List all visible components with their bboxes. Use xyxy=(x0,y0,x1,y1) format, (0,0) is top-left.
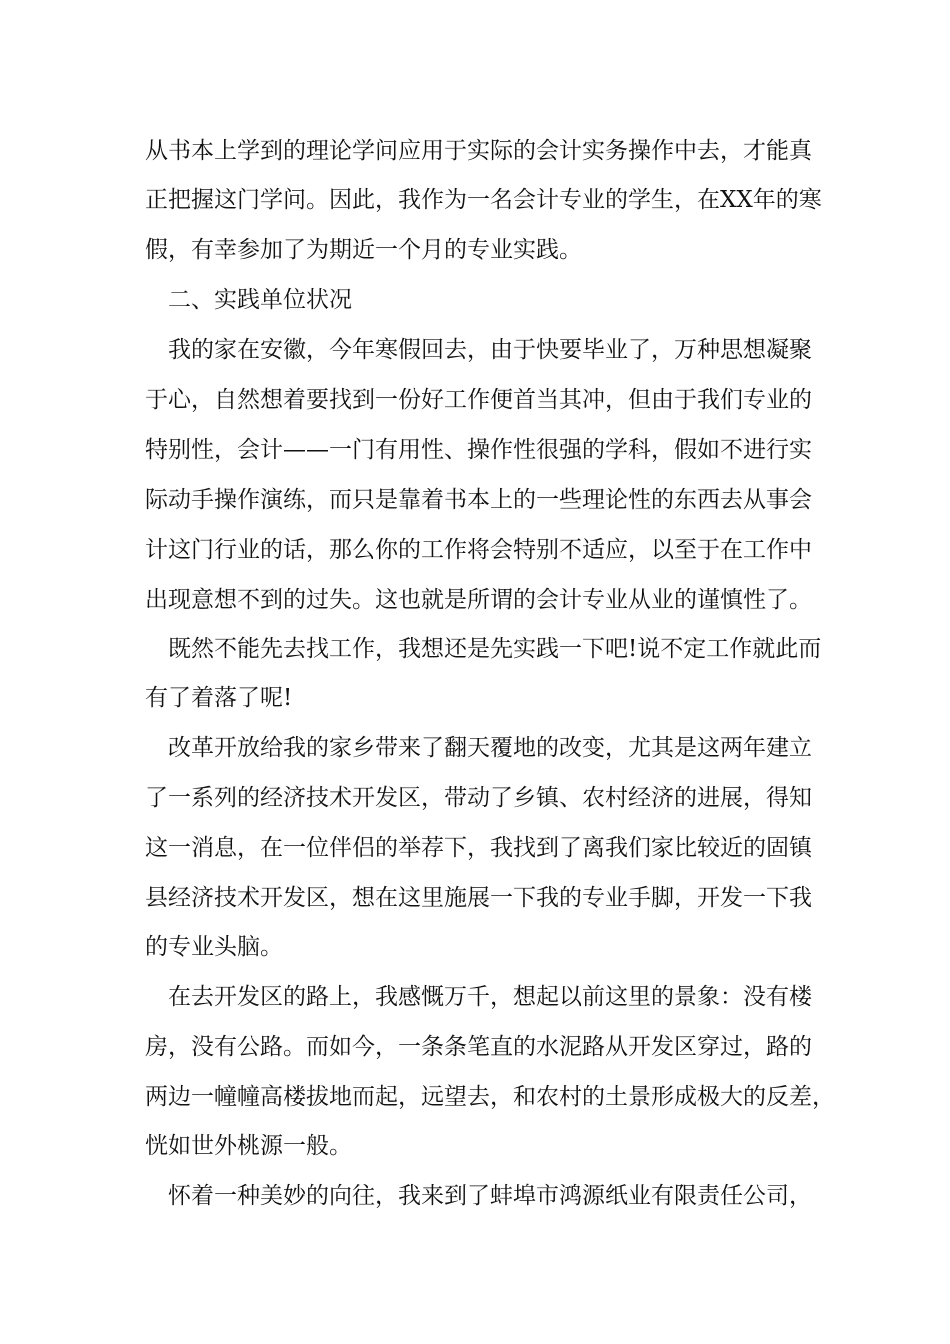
text-line: 从书本上学到的理论学问应用于实际的会计实务操作中去，才能真 xyxy=(145,138,812,164)
text-line: 正把握这门学问。因此，我作为一名会计专业的学生，在XX年的寒 xyxy=(145,187,822,213)
text-line: 恍如世外桃源一般。 xyxy=(145,1133,352,1159)
text-line: 的专业头脑。 xyxy=(145,934,283,960)
text-line: 假，有幸参加了为期近一个月的专业实践。 xyxy=(145,237,582,263)
section-heading: 二、实践单位状况 xyxy=(168,287,352,313)
text-line: 我的家在安徽，今年寒假回去，由于快要毕业了，万种思想凝聚 xyxy=(168,337,812,363)
text-line: 了一系列的经济技术开发区，带动了乡镇、农村经济的进展，得知 xyxy=(145,785,812,811)
text-line: 计这门行业的话，那么你的工作将会特别不适应，以至于在工作中 xyxy=(145,537,812,563)
text-line: 既然不能先去找工作，我想还是先实践一下吧!说不定工作就此而 xyxy=(168,636,822,662)
text-line: 县经济技术开发区，想在这里施展一下我的专业手脚，开发一下我 xyxy=(145,885,812,911)
text-line: 两边一幢幢高楼拔地而起，远望去，和农村的土景形成极大的反差， xyxy=(145,1084,835,1110)
text-line: 在去开发区的路上，我感慨万千，想起以前这里的景象：没有楼 xyxy=(168,984,812,1010)
text-line: 这一消息，在一位伴侣的举荐下，我找到了离我们家比较近的固镇 xyxy=(145,835,812,861)
text-line: 际动手操作演练，而只是靠着书本上的一些理论性的东西去从事会 xyxy=(145,487,812,513)
text-line: 怀着一种美妙的向往，我来到了蚌埠市鸿源纸业有限责任公司， xyxy=(168,1183,812,1209)
text-line: 于心，自然想着要找到一份好工作便首当其冲，但由于我们专业的 xyxy=(145,387,812,413)
text-line: 房，没有公路。而如今，一条条笔直的水泥路从开发区穿过，路的 xyxy=(145,1034,812,1060)
text-line: 改革开放给我的家乡带来了翻天覆地的改变，尤其是这两年建立 xyxy=(168,735,812,761)
text-line: 出现意想不到的过失。这也就是所谓的会计专业从业的谨慎性了。 xyxy=(145,587,812,613)
text-line: 有了着落了呢! xyxy=(145,685,293,711)
text-line: 特别性，会计——一门有用性、操作性很强的学科，假如不进行实 xyxy=(145,437,812,463)
